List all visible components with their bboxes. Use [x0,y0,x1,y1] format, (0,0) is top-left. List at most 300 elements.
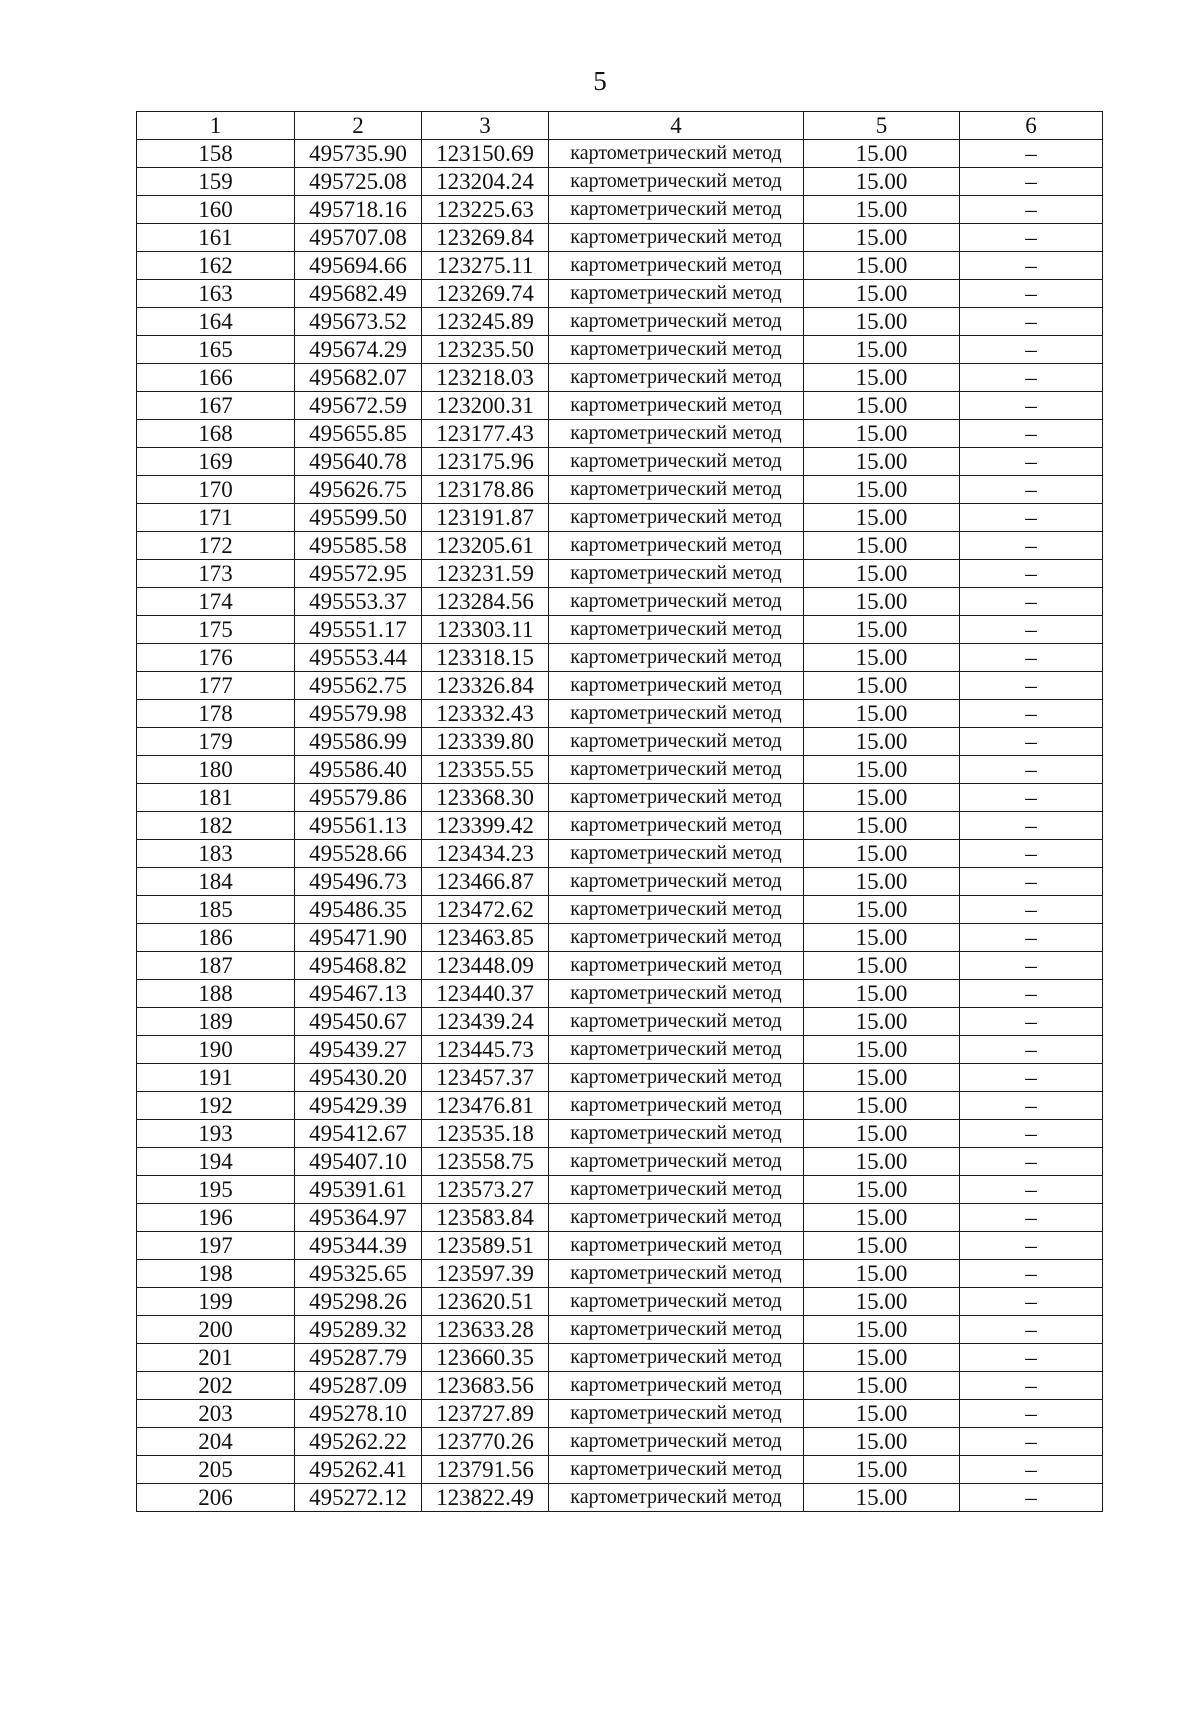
cell-method: картометрический метод [549,1372,804,1400]
cell-method: картометрический метод [549,560,804,588]
cell-point-number: 194 [137,1148,295,1176]
cell-note: – [960,1344,1103,1372]
cell-point-number: 162 [137,252,295,280]
cell-y-coordinate: 123326.84 [422,672,549,700]
cell-x-coordinate: 495640.78 [295,448,422,476]
cell-note: – [960,280,1103,308]
cell-x-coordinate: 495391.61 [295,1176,422,1204]
table-row [137,364,1103,392]
cell-y-coordinate: 123205.61 [422,532,549,560]
cell-method: картометрический метод [549,224,804,252]
cell-y-coordinate: 123558.75 [422,1148,549,1176]
cell-x-coordinate: 495439.27 [295,1036,422,1064]
cell-accuracy: 15.00 [804,308,960,336]
cell-y-coordinate: 123332.43 [422,700,549,728]
cell-accuracy: 15.00 [804,560,960,588]
cell-note: – [960,252,1103,280]
cell-accuracy: 15.00 [804,1400,960,1428]
cell-note: – [960,1456,1103,1484]
cell-accuracy: 15.00 [804,448,960,476]
table-row [137,980,1103,1008]
cell-method: картометрический метод [549,1260,804,1288]
cell-accuracy: 15.00 [804,868,960,896]
cell-point-number: 190 [137,1036,295,1064]
cell-accuracy: 15.00 [804,812,960,840]
cell-note: – [960,784,1103,812]
cell-note: – [960,868,1103,896]
cell-y-coordinate: 123683.56 [422,1372,549,1400]
table-row [137,896,1103,924]
cell-y-coordinate: 123399.42 [422,812,549,840]
cell-x-coordinate: 495682.07 [295,364,422,392]
cell-x-coordinate: 495429.39 [295,1092,422,1120]
cell-point-number: 180 [137,756,295,784]
cell-accuracy: 15.00 [804,1260,960,1288]
table-row [137,1148,1103,1176]
cell-y-coordinate: 123191.87 [422,504,549,532]
cell-note: – [960,560,1103,588]
table-row [137,672,1103,700]
table-row [137,700,1103,728]
table-row [137,588,1103,616]
cell-accuracy: 15.00 [804,616,960,644]
cell-y-coordinate: 123457.37 [422,1064,549,1092]
cell-x-coordinate: 495586.40 [295,756,422,784]
cell-point-number: 177 [137,672,295,700]
table-row [137,868,1103,896]
cell-x-coordinate: 495407.10 [295,1148,422,1176]
cell-point-number: 188 [137,980,295,1008]
cell-y-coordinate: 123204.24 [422,168,549,196]
cell-y-coordinate: 123275.11 [422,252,549,280]
cell-x-coordinate: 495553.44 [295,644,422,672]
cell-accuracy: 15.00 [804,1148,960,1176]
cell-accuracy: 15.00 [804,952,960,980]
table-row [137,1232,1103,1260]
cell-x-coordinate: 495626.75 [295,476,422,504]
header-cell-2: 2 [295,112,422,140]
cell-accuracy: 15.00 [804,1120,960,1148]
cell-note: – [960,532,1103,560]
table-row [137,308,1103,336]
cell-point-number: 163 [137,280,295,308]
table-row [137,952,1103,980]
cell-note: – [960,1008,1103,1036]
table-row [137,252,1103,280]
coordinates-table [136,111,1103,1512]
table-row [137,560,1103,588]
cell-note: – [960,308,1103,336]
cell-accuracy: 15.00 [804,924,960,952]
cell-point-number: 182 [137,812,295,840]
cell-accuracy: 15.00 [804,1064,960,1092]
cell-y-coordinate: 123175.96 [422,448,549,476]
cell-y-coordinate: 123303.11 [422,616,549,644]
cell-accuracy: 15.00 [804,672,960,700]
cell-note: – [960,1204,1103,1232]
table-row [137,1176,1103,1204]
header-cell-5: 5 [804,112,960,140]
cell-point-number: 202 [137,1372,295,1400]
cell-y-coordinate: 123535.18 [422,1120,549,1148]
cell-y-coordinate: 123225.63 [422,196,549,224]
cell-note: – [960,224,1103,252]
header-cell-6: 6 [960,112,1103,140]
table-row [137,1344,1103,1372]
cell-y-coordinate: 123633.28 [422,1316,549,1344]
cell-accuracy: 15.00 [804,1316,960,1344]
cell-accuracy: 15.00 [804,644,960,672]
cell-x-coordinate: 495694.66 [295,252,422,280]
cell-note: – [960,756,1103,784]
cell-note: – [960,448,1103,476]
cell-point-number: 181 [137,784,295,812]
cell-point-number: 176 [137,644,295,672]
cell-method: картометрический метод [549,1204,804,1232]
cell-x-coordinate: 495430.20 [295,1064,422,1092]
cell-note: – [960,336,1103,364]
table-row [137,756,1103,784]
cell-method: картометрический метод [549,1316,804,1344]
cell-note: – [960,840,1103,868]
cell-x-coordinate: 495471.90 [295,924,422,952]
cell-point-number: 205 [137,1456,295,1484]
cell-point-number: 168 [137,420,295,448]
cell-note: – [960,672,1103,700]
table-row [137,728,1103,756]
cell-x-coordinate: 495325.65 [295,1260,422,1288]
cell-x-coordinate: 495298.26 [295,1288,422,1316]
cell-method: картометрический метод [549,420,804,448]
cell-accuracy: 15.00 [804,1008,960,1036]
cell-method: картометрический метод [549,1288,804,1316]
cell-accuracy: 15.00 [804,476,960,504]
cell-point-number: 179 [137,728,295,756]
cell-x-coordinate: 495579.98 [295,700,422,728]
cell-accuracy: 15.00 [804,1428,960,1456]
table-row [137,1092,1103,1120]
cell-method: картометрический метод [549,364,804,392]
cell-point-number: 189 [137,1008,295,1036]
table-row [137,1120,1103,1148]
cell-point-number: 174 [137,588,295,616]
cell-accuracy: 15.00 [804,784,960,812]
cell-accuracy: 15.00 [804,700,960,728]
cell-method: картометрический метод [549,532,804,560]
cell-point-number: 171 [137,504,295,532]
cell-accuracy: 15.00 [804,280,960,308]
cell-note: – [960,392,1103,420]
cell-x-coordinate: 495496.73 [295,868,422,896]
cell-y-coordinate: 123445.73 [422,1036,549,1064]
table-row [137,1204,1103,1232]
table-row [137,1484,1103,1512]
header-cell-1: 1 [137,112,295,140]
cell-accuracy: 15.00 [804,1092,960,1120]
cell-method: картометрический метод [549,672,804,700]
table-row [137,1316,1103,1344]
cell-accuracy: 15.00 [804,728,960,756]
cell-y-coordinate: 123269.74 [422,280,549,308]
header-cell-4: 4 [549,112,804,140]
cell-x-coordinate: 495599.50 [295,504,422,532]
cell-accuracy: 15.00 [804,1456,960,1484]
table-body [137,140,1103,1512]
cell-x-coordinate: 495344.39 [295,1232,422,1260]
cell-point-number: 191 [137,1064,295,1092]
cell-accuracy: 15.00 [804,140,960,168]
cell-y-coordinate: 123770.26 [422,1428,549,1456]
cell-point-number: 165 [137,336,295,364]
table-row [137,392,1103,420]
cell-note: – [960,140,1103,168]
cell-method: картометрический метод [549,784,804,812]
table-row [137,1456,1103,1484]
cell-x-coordinate: 495278.10 [295,1400,422,1428]
table-row [137,280,1103,308]
cell-y-coordinate: 123822.49 [422,1484,549,1512]
cell-x-coordinate: 495579.86 [295,784,422,812]
cell-x-coordinate: 495450.67 [295,1008,422,1036]
cell-y-coordinate: 123439.24 [422,1008,549,1036]
cell-y-coordinate: 123597.39 [422,1260,549,1288]
cell-x-coordinate: 495364.97 [295,1204,422,1232]
cell-method: картометрический метод [549,868,804,896]
table-row [137,476,1103,504]
cell-method: картометрический метод [549,448,804,476]
cell-note: – [960,168,1103,196]
cell-note: – [960,1372,1103,1400]
cell-y-coordinate: 123177.43 [422,420,549,448]
cell-y-coordinate: 123368.30 [422,784,549,812]
cell-accuracy: 15.00 [804,196,960,224]
table-row [137,1428,1103,1456]
cell-note: – [960,1484,1103,1512]
cell-accuracy: 15.00 [804,980,960,1008]
cell-x-coordinate: 495287.09 [295,1372,422,1400]
cell-note: – [960,1288,1103,1316]
table-row [137,420,1103,448]
cell-x-coordinate: 495262.41 [295,1456,422,1484]
table-row [137,336,1103,364]
cell-method: картометрический метод [549,896,804,924]
cell-x-coordinate: 495562.75 [295,672,422,700]
cell-note: – [960,812,1103,840]
cell-y-coordinate: 123218.03 [422,364,549,392]
cell-point-number: 196 [137,1204,295,1232]
cell-note: – [960,504,1103,532]
cell-method: картометрический метод [549,1484,804,1512]
cell-accuracy: 15.00 [804,252,960,280]
cell-note: – [960,1232,1103,1260]
cell-y-coordinate: 123476.81 [422,1092,549,1120]
cell-method: картометрический метод [549,644,804,672]
cell-point-number: 193 [137,1120,295,1148]
cell-method: картометрический метод [549,1176,804,1204]
cell-y-coordinate: 123318.15 [422,644,549,672]
cell-y-coordinate: 123231.59 [422,560,549,588]
cell-note: – [960,1428,1103,1456]
cell-x-coordinate: 495287.79 [295,1344,422,1372]
cell-method: картометрический метод [549,1036,804,1064]
cell-x-coordinate: 495674.29 [295,336,422,364]
cell-y-coordinate: 123472.62 [422,896,549,924]
cell-note: – [960,196,1103,224]
cell-x-coordinate: 495561.13 [295,812,422,840]
cell-x-coordinate: 495718.16 [295,196,422,224]
cell-method: картометрический метод [549,1064,804,1092]
cell-method: картометрический метод [549,336,804,364]
cell-accuracy: 15.00 [804,1176,960,1204]
cell-method: картометрический метод [549,980,804,1008]
cell-method: картометрический метод [549,700,804,728]
header-cell-3: 3 [422,112,549,140]
cell-x-coordinate: 495486.35 [295,896,422,924]
cell-x-coordinate: 495468.82 [295,952,422,980]
cell-method: картометрический метод [549,504,804,532]
table-row [137,1288,1103,1316]
table-row [137,644,1103,672]
cell-accuracy: 15.00 [804,364,960,392]
cell-note: – [960,1064,1103,1092]
cell-method: картометрический метод [549,1232,804,1260]
cell-y-coordinate: 123466.87 [422,868,549,896]
cell-x-coordinate: 495572.95 [295,560,422,588]
cell-point-number: 166 [137,364,295,392]
cell-x-coordinate: 495707.08 [295,224,422,252]
table-row [137,224,1103,252]
cell-method: картометрический метод [549,1148,804,1176]
table-row [137,532,1103,560]
cell-x-coordinate: 495272.12 [295,1484,422,1512]
cell-note: – [960,420,1103,448]
table-row [137,168,1103,196]
cell-method: картометрический метод [549,840,804,868]
cell-note: – [960,1036,1103,1064]
cell-note: – [960,1400,1103,1428]
cell-accuracy: 15.00 [804,1344,960,1372]
cell-accuracy: 15.00 [804,392,960,420]
cell-x-coordinate: 495412.67 [295,1120,422,1148]
cell-point-number: 170 [137,476,295,504]
cell-note: – [960,728,1103,756]
cell-accuracy: 15.00 [804,420,960,448]
cell-note: – [960,1092,1103,1120]
cell-note: – [960,1176,1103,1204]
cell-y-coordinate: 123440.37 [422,980,549,1008]
cell-point-number: 195 [137,1176,295,1204]
table-row [137,1064,1103,1092]
cell-accuracy: 15.00 [804,1288,960,1316]
cell-y-coordinate: 123620.51 [422,1288,549,1316]
cell-note: – [960,700,1103,728]
table-row [137,840,1103,868]
cell-point-number: 169 [137,448,295,476]
cell-point-number: 200 [137,1316,295,1344]
cell-point-number: 161 [137,224,295,252]
cell-x-coordinate: 495672.59 [295,392,422,420]
cell-y-coordinate: 123583.84 [422,1204,549,1232]
cell-method: картометрический метод [549,756,804,784]
cell-accuracy: 15.00 [804,532,960,560]
cell-y-coordinate: 123235.50 [422,336,549,364]
cell-point-number: 158 [137,140,295,168]
cell-point-number: 172 [137,532,295,560]
cell-point-number: 183 [137,840,295,868]
table-row [137,196,1103,224]
cell-method: картометрический метод [549,1344,804,1372]
cell-x-coordinate: 495585.58 [295,532,422,560]
cell-accuracy: 15.00 [804,1372,960,1400]
cell-point-number: 192 [137,1092,295,1120]
cell-note: – [960,1120,1103,1148]
cell-y-coordinate: 123269.84 [422,224,549,252]
cell-y-coordinate: 123660.35 [422,1344,549,1372]
cell-method: картометрический метод [549,1008,804,1036]
cell-note: – [960,364,1103,392]
cell-point-number: 204 [137,1428,295,1456]
header-row [137,112,1103,140]
cell-accuracy: 15.00 [804,1204,960,1232]
cell-point-number: 185 [137,896,295,924]
cell-point-number: 164 [137,308,295,336]
cell-method: картометрический метод [549,392,804,420]
cell-point-number: 206 [137,1484,295,1512]
cell-method: картометрический метод [549,1428,804,1456]
table-row [137,784,1103,812]
cell-note: – [960,980,1103,1008]
cell-accuracy: 15.00 [804,168,960,196]
cell-accuracy: 15.00 [804,1036,960,1064]
table-row [137,924,1103,952]
cell-point-number: 175 [137,616,295,644]
table-row [137,1008,1103,1036]
cell-y-coordinate: 123727.89 [422,1400,549,1428]
cell-method: картометрический метод [549,476,804,504]
cell-note: – [960,1148,1103,1176]
cell-y-coordinate: 123463.85 [422,924,549,952]
cell-method: картометрический метод [549,924,804,952]
cell-point-number: 199 [137,1288,295,1316]
cell-method: картометрический метод [549,252,804,280]
cell-method: картометрический метод [549,1120,804,1148]
cell-x-coordinate: 495528.66 [295,840,422,868]
cell-method: картометрический метод [549,812,804,840]
cell-method: картометрический метод [549,1456,804,1484]
page-number: 5 [593,66,607,96]
cell-point-number: 184 [137,868,295,896]
cell-x-coordinate: 495289.32 [295,1316,422,1344]
cell-x-coordinate: 495551.17 [295,616,422,644]
cell-accuracy: 15.00 [804,756,960,784]
cell-method: картометрический метод [549,728,804,756]
cell-note: – [960,588,1103,616]
cell-point-number: 167 [137,392,295,420]
cell-note: – [960,1260,1103,1288]
cell-note: – [960,644,1103,672]
table-row [137,140,1103,168]
cell-accuracy: 15.00 [804,224,960,252]
cell-y-coordinate: 123200.31 [422,392,549,420]
cell-y-coordinate: 123791.56 [422,1456,549,1484]
cell-x-coordinate: 495655.85 [295,420,422,448]
cell-y-coordinate: 123178.86 [422,476,549,504]
cell-point-number: 201 [137,1344,295,1372]
cell-point-number: 186 [137,924,295,952]
cell-x-coordinate: 495553.37 [295,588,422,616]
cell-y-coordinate: 123589.51 [422,1232,549,1260]
cell-y-coordinate: 123448.09 [422,952,549,980]
